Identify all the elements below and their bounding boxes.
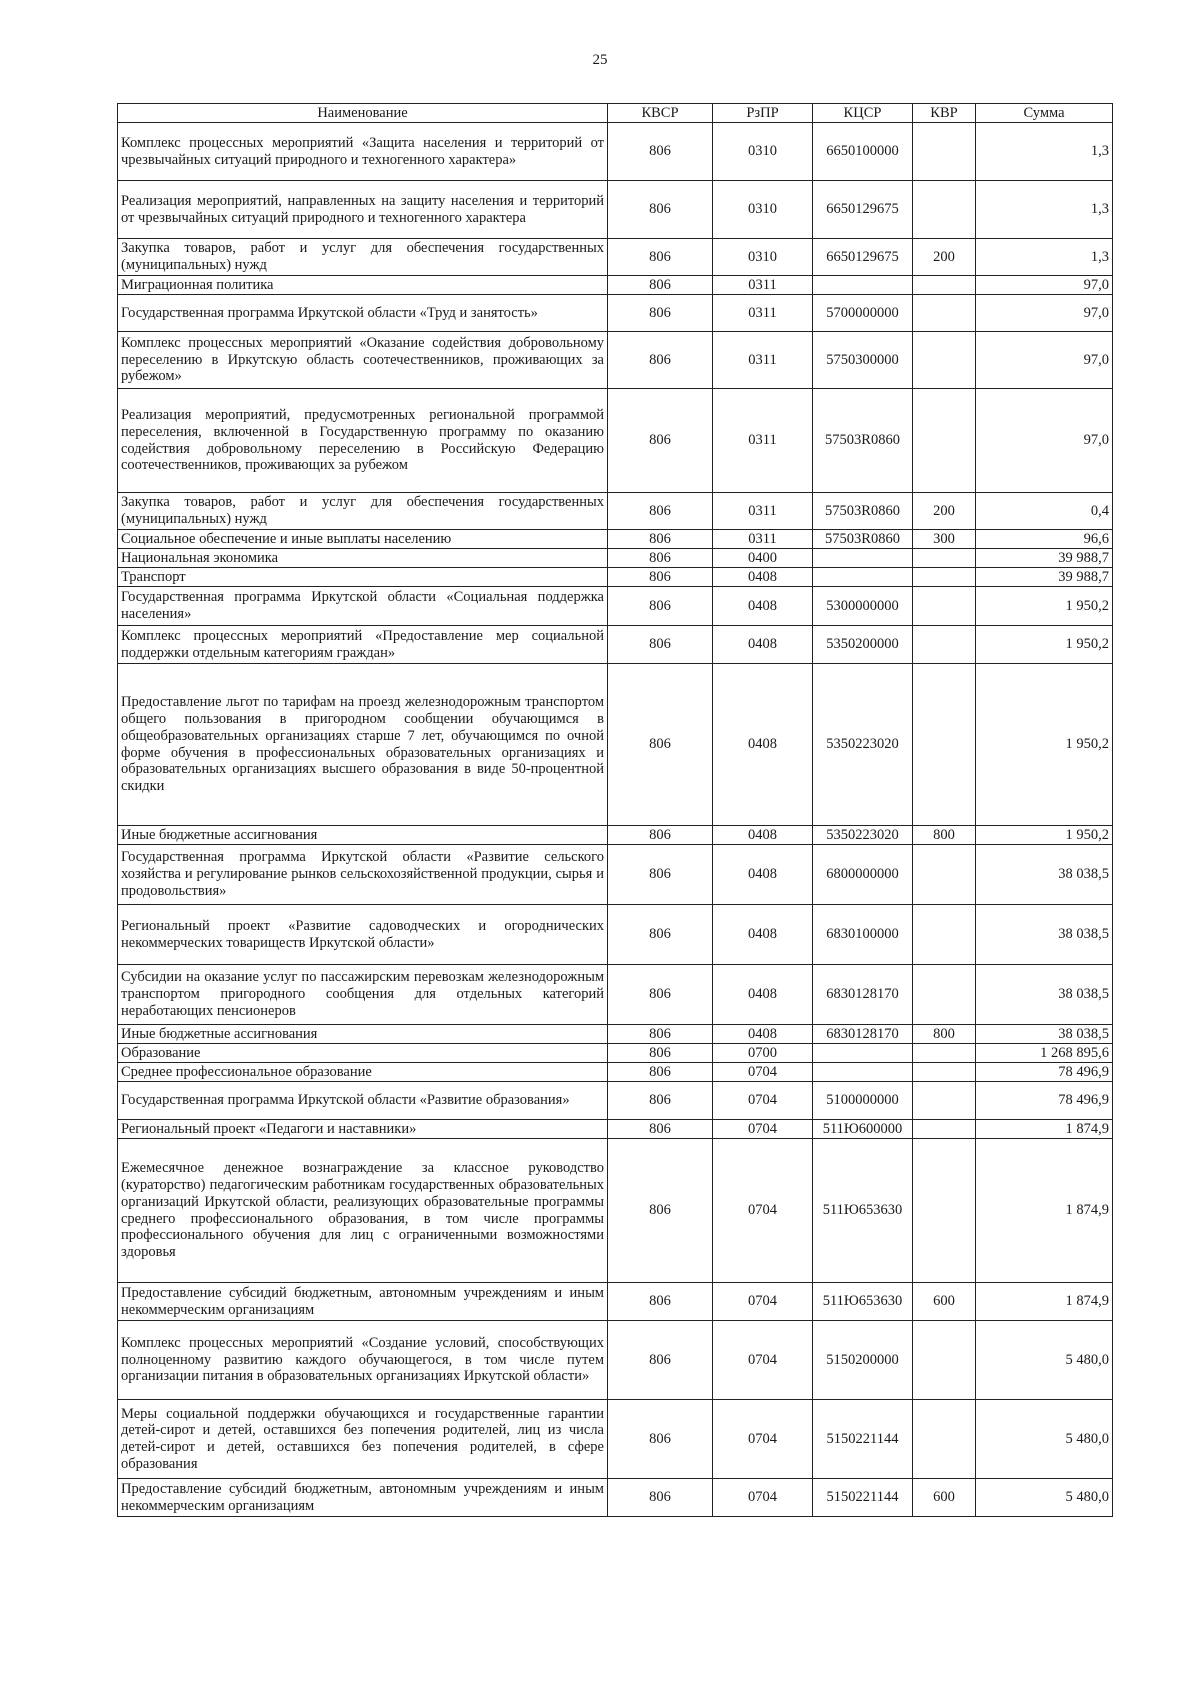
row-name: Ежемесячное денежное вознаграждение за классное руководство (кураторство) педагогическим работникам государственных образовательных организаций Иркутской области, реализующих образовательные программы среднего профессионального образования, в том числе программы профессионального обучения для лиц с ограниченными возможностями здоровья [118, 1139, 608, 1283]
row-sum: 38 038,5 [976, 1025, 1113, 1044]
row-name: Региональный проект «Развитие садоводческих и огороднических некоммерческих товариществ Иркутской области» [118, 905, 608, 965]
row-kvr [913, 1400, 976, 1479]
table-header-row [118, 104, 1113, 123]
budget-table [117, 103, 1113, 1517]
row-name: Иные бюджетные ассигнования [118, 1025, 608, 1044]
row-kvsr: 806 [608, 493, 713, 530]
row-kvr [913, 626, 976, 664]
table-row [118, 1321, 1113, 1400]
row-kvr: 800 [913, 1025, 976, 1044]
column-header-rzpr: РзПР [713, 104, 813, 123]
row-name: Среднее профессиональное образование [118, 1063, 608, 1082]
row-kvsr: 806 [608, 1044, 713, 1063]
row-kcsr: 5750300000 [813, 332, 913, 389]
row-kcsr: 511Ю600000 [813, 1120, 913, 1139]
column-header-sum: Сумма [976, 104, 1113, 123]
row-kvr [913, 332, 976, 389]
row-kvr [913, 664, 976, 826]
row-rzpr: 0408 [713, 845, 813, 905]
row-name: Государственная программа Иркутской области «Развитие образования» [118, 1082, 608, 1120]
row-name: Закупка товаров, работ и услуг для обеспечения государственных (муниципальных) нужд [118, 493, 608, 530]
page-number: 25 [592, 52, 608, 68]
row-kvr [913, 123, 976, 181]
table-body [118, 123, 1113, 1517]
row-sum: 1 950,2 [976, 626, 1113, 664]
row-kvr [913, 1139, 976, 1283]
row-rzpr: 0311 [713, 493, 813, 530]
row-name: Образование [118, 1044, 608, 1063]
row-name: Меры социальной поддержки обучающихся и государственные гарантии детей-сирот и детей, оставшихся без попечения родителей, лиц из числа детей-сирот и детей, оставшихся без попечения родителей, в сфере образования [118, 1400, 608, 1479]
row-rzpr: 0310 [713, 181, 813, 239]
row-kvsr: 806 [608, 123, 713, 181]
row-kvsr: 806 [608, 530, 713, 549]
row-kvr [913, 845, 976, 905]
row-kcsr: 6830100000 [813, 905, 913, 965]
row-kvsr: 806 [608, 965, 713, 1025]
row-kvsr: 806 [608, 1139, 713, 1283]
row-sum: 1 874,9 [976, 1283, 1113, 1321]
row-kcsr [813, 568, 913, 587]
column-header-kvsr: КВСР [608, 104, 713, 123]
table-row [118, 826, 1113, 845]
row-name: Миграционная политика [118, 276, 608, 295]
row-kvsr: 806 [608, 389, 713, 493]
table-row [118, 181, 1113, 239]
table-row [118, 905, 1113, 965]
row-sum: 5 480,0 [976, 1479, 1113, 1517]
row-sum: 1 950,2 [976, 826, 1113, 845]
row-kcsr: 5700000000 [813, 295, 913, 332]
row-kvr: 300 [913, 530, 976, 549]
row-sum: 78 496,9 [976, 1082, 1113, 1120]
row-sum: 97,0 [976, 295, 1113, 332]
row-rzpr: 0408 [713, 626, 813, 664]
row-kcsr: 5350223020 [813, 664, 913, 826]
row-kvsr: 806 [608, 549, 713, 568]
row-name: Предоставление льгот по тарифам на проезд железнодорожным транспортом общего пользования в пригородном сообщении обучающимся в общеобразовательных организациях старше 7 лет, обучающимся по очной форме обучения в профессиональных образовательных организациях и образовательных организациях высшего образования в виде 50-процентной скидки [118, 664, 608, 826]
table-row [118, 965, 1113, 1025]
row-kvsr: 806 [608, 1082, 713, 1120]
row-rzpr: 0408 [713, 905, 813, 965]
row-rzpr: 0408 [713, 587, 813, 626]
row-kvr [913, 965, 976, 1025]
row-kvr [913, 1063, 976, 1082]
row-kvr: 600 [913, 1283, 976, 1321]
table-row [118, 332, 1113, 389]
row-rzpr: 0700 [713, 1044, 813, 1063]
row-sum: 97,0 [976, 389, 1113, 493]
row-kvsr: 806 [608, 1063, 713, 1082]
row-name: Предоставление субсидий бюджетным, автономным учреждениям и иным некоммерческим организациям [118, 1283, 608, 1321]
row-name: Государственная программа Иркутской области «Социальная поддержка населения» [118, 587, 608, 626]
row-kvsr: 806 [608, 295, 713, 332]
row-kcsr [813, 549, 913, 568]
row-kvsr: 806 [608, 905, 713, 965]
row-rzpr: 0408 [713, 826, 813, 845]
row-rzpr: 0311 [713, 295, 813, 332]
row-kvsr: 806 [608, 664, 713, 826]
row-kcsr: 5300000000 [813, 587, 913, 626]
row-rzpr: 0704 [713, 1120, 813, 1139]
table-row [118, 549, 1113, 568]
row-rzpr: 0408 [713, 568, 813, 587]
table-row [118, 626, 1113, 664]
row-name: Комплекс процессных мероприятий «Оказание содействия добровольному переселению в Иркутскую область соотечественников, проживающих за рубежом» [118, 332, 608, 389]
row-name: Комплекс процессных мероприятий «Предоставление мер социальной поддержки отдельным категориям граждан» [118, 626, 608, 664]
row-sum: 5 480,0 [976, 1321, 1113, 1400]
row-rzpr: 0704 [713, 1082, 813, 1120]
row-sum: 1 950,2 [976, 664, 1113, 826]
row-sum: 39 988,7 [976, 549, 1113, 568]
table-row [118, 845, 1113, 905]
row-sum: 39 988,7 [976, 568, 1113, 587]
row-kcsr: 6650129675 [813, 181, 913, 239]
row-kvr [913, 1321, 976, 1400]
row-name: Региональный проект «Педагоги и наставники» [118, 1120, 608, 1139]
table-row [118, 493, 1113, 530]
table-row [118, 587, 1113, 626]
row-kcsr [813, 1044, 913, 1063]
row-kcsr [813, 1063, 913, 1082]
row-kvsr: 806 [608, 845, 713, 905]
column-header-kcsr: КЦСР [813, 104, 913, 123]
row-sum: 38 038,5 [976, 965, 1113, 1025]
row-kvr [913, 181, 976, 239]
row-name: Национальная экономика [118, 549, 608, 568]
row-kvr [913, 568, 976, 587]
row-kvr [913, 295, 976, 332]
row-name: Комплекс процессных мероприятий «Создание условий, способствующих полноценному развитию каждого обучающегося, в том числе путем организации питания в образовательных организациях Иркутской области» [118, 1321, 608, 1400]
table-row [118, 123, 1113, 181]
row-kvsr: 806 [608, 568, 713, 587]
row-rzpr: 0408 [713, 965, 813, 1025]
row-name: Государственная программа Иркутской области «Развитие сельского хозяйства и регулирование рынков сельскохозяйственной продукции, сырья и продовольствия» [118, 845, 608, 905]
row-kcsr: 5350200000 [813, 626, 913, 664]
row-sum: 97,0 [976, 276, 1113, 295]
row-sum: 1,3 [976, 123, 1113, 181]
row-kvsr: 806 [608, 1120, 713, 1139]
row-kvsr: 806 [608, 181, 713, 239]
row-kvsr: 806 [608, 276, 713, 295]
row-kvr [913, 389, 976, 493]
row-kvr: 200 [913, 493, 976, 530]
row-kcsr: 57503R0860 [813, 530, 913, 549]
row-rzpr: 0704 [713, 1321, 813, 1400]
row-sum: 1 950,2 [976, 587, 1113, 626]
row-sum: 5 480,0 [976, 1400, 1113, 1479]
row-name: Реализация мероприятий, направленных на защиту населения и территорий от чрезвычайных ситуаций природного и техногенного характера [118, 181, 608, 239]
table-row [118, 1025, 1113, 1044]
table-row [118, 295, 1113, 332]
row-kvr [913, 905, 976, 965]
row-name: Реализация мероприятий, предусмотренных региональной программой переселения, включенной в Государственную программу по оказанию содействия добровольному переселению в Российскую Федерацию соотечественников, проживающих за рубежом [118, 389, 608, 493]
row-kvr [913, 1082, 976, 1120]
row-kcsr: 57503R0860 [813, 493, 913, 530]
row-kvsr: 806 [608, 1025, 713, 1044]
row-kcsr: 6830128170 [813, 1025, 913, 1044]
row-sum: 0,4 [976, 493, 1113, 530]
row-rzpr: 0311 [713, 276, 813, 295]
table-row [118, 1139, 1113, 1283]
table-row [118, 1082, 1113, 1120]
row-kcsr: 6650129675 [813, 239, 913, 276]
row-rzpr: 0408 [713, 664, 813, 826]
column-header-kvr: КВР [913, 104, 976, 123]
row-kvsr: 806 [608, 626, 713, 664]
row-sum: 38 038,5 [976, 845, 1113, 905]
row-sum: 97,0 [976, 332, 1113, 389]
row-sum: 1 874,9 [976, 1120, 1113, 1139]
row-kvr [913, 549, 976, 568]
table-row [118, 530, 1113, 549]
row-name: Иные бюджетные ассигнования [118, 826, 608, 845]
row-sum: 78 496,9 [976, 1063, 1113, 1082]
row-kcsr: 5150221144 [813, 1479, 913, 1517]
row-rzpr: 0311 [713, 530, 813, 549]
row-kcsr [813, 276, 913, 295]
row-kvr [913, 1120, 976, 1139]
row-name: Предоставление субсидий бюджетным, автономным учреждениям и иным некоммерческим организациям [118, 1479, 608, 1517]
column-header-name: Наименование [118, 104, 608, 123]
table-row [118, 1479, 1113, 1517]
row-sum: 96,6 [976, 530, 1113, 549]
row-sum: 38 038,5 [976, 905, 1113, 965]
row-kcsr: 5350223020 [813, 826, 913, 845]
table-row [118, 1283, 1113, 1321]
table-row [118, 1120, 1113, 1139]
row-kvsr: 806 [608, 1321, 713, 1400]
row-kvsr: 806 [608, 239, 713, 276]
table-row [118, 568, 1113, 587]
row-kvsr: 806 [608, 1479, 713, 1517]
row-kvsr: 806 [608, 1283, 713, 1321]
row-name: Комплекс процессных мероприятий «Защита населения и территорий от чрезвычайных ситуаций природного и техногенного характера» [118, 123, 608, 181]
row-rzpr: 0704 [713, 1283, 813, 1321]
table-row [118, 239, 1113, 276]
row-name: Социальное обеспечение и иные выплаты населению [118, 530, 608, 549]
row-kcsr: 6650100000 [813, 123, 913, 181]
table-row [118, 664, 1113, 826]
row-kvr: 200 [913, 239, 976, 276]
row-sum: 1,3 [976, 239, 1113, 276]
row-kvr: 600 [913, 1479, 976, 1517]
row-name: Транспорт [118, 568, 608, 587]
row-kcsr: 5100000000 [813, 1082, 913, 1120]
row-kvr [913, 276, 976, 295]
row-kvsr: 806 [608, 826, 713, 845]
row-name: Субсидии на оказание услуг по пассажирским перевозкам железнодорожным транспортом пригородного сообщения для отдельных категорий неработающих пенсионеров [118, 965, 608, 1025]
row-rzpr: 0704 [713, 1063, 813, 1082]
row-name: Государственная программа Иркутской области «Труд и занятость» [118, 295, 608, 332]
row-kvsr: 806 [608, 1400, 713, 1479]
row-rzpr: 0311 [713, 332, 813, 389]
table-row [118, 276, 1113, 295]
row-rzpr: 0408 [713, 1025, 813, 1044]
row-kcsr: 6830128170 [813, 965, 913, 1025]
row-sum: 1 874,9 [976, 1139, 1113, 1283]
row-rzpr: 0704 [713, 1479, 813, 1517]
row-kcsr: 511Ю653630 [813, 1283, 913, 1321]
row-kcsr: 511Ю653630 [813, 1139, 913, 1283]
table-row [118, 389, 1113, 493]
row-rzpr: 0704 [713, 1139, 813, 1283]
table-row [118, 1044, 1113, 1063]
row-name: Закупка товаров, работ и услуг для обеспечения государственных (муниципальных) нужд [118, 239, 608, 276]
row-rzpr: 0310 [713, 123, 813, 181]
row-rzpr: 0704 [713, 1400, 813, 1479]
table-row [118, 1063, 1113, 1082]
row-sum: 1,3 [976, 181, 1113, 239]
table-row [118, 1400, 1113, 1479]
row-kcsr: 5150221144 [813, 1400, 913, 1479]
row-rzpr: 0400 [713, 549, 813, 568]
row-rzpr: 0311 [713, 389, 813, 493]
row-kcsr: 5150200000 [813, 1321, 913, 1400]
row-kvr [913, 1044, 976, 1063]
row-kvsr: 806 [608, 332, 713, 389]
row-kvsr: 806 [608, 587, 713, 626]
row-kvr: 800 [913, 826, 976, 845]
row-kcsr: 57503R0860 [813, 389, 913, 493]
row-sum: 1 268 895,6 [976, 1044, 1113, 1063]
row-kvr [913, 587, 976, 626]
row-rzpr: 0310 [713, 239, 813, 276]
row-kcsr: 6800000000 [813, 845, 913, 905]
